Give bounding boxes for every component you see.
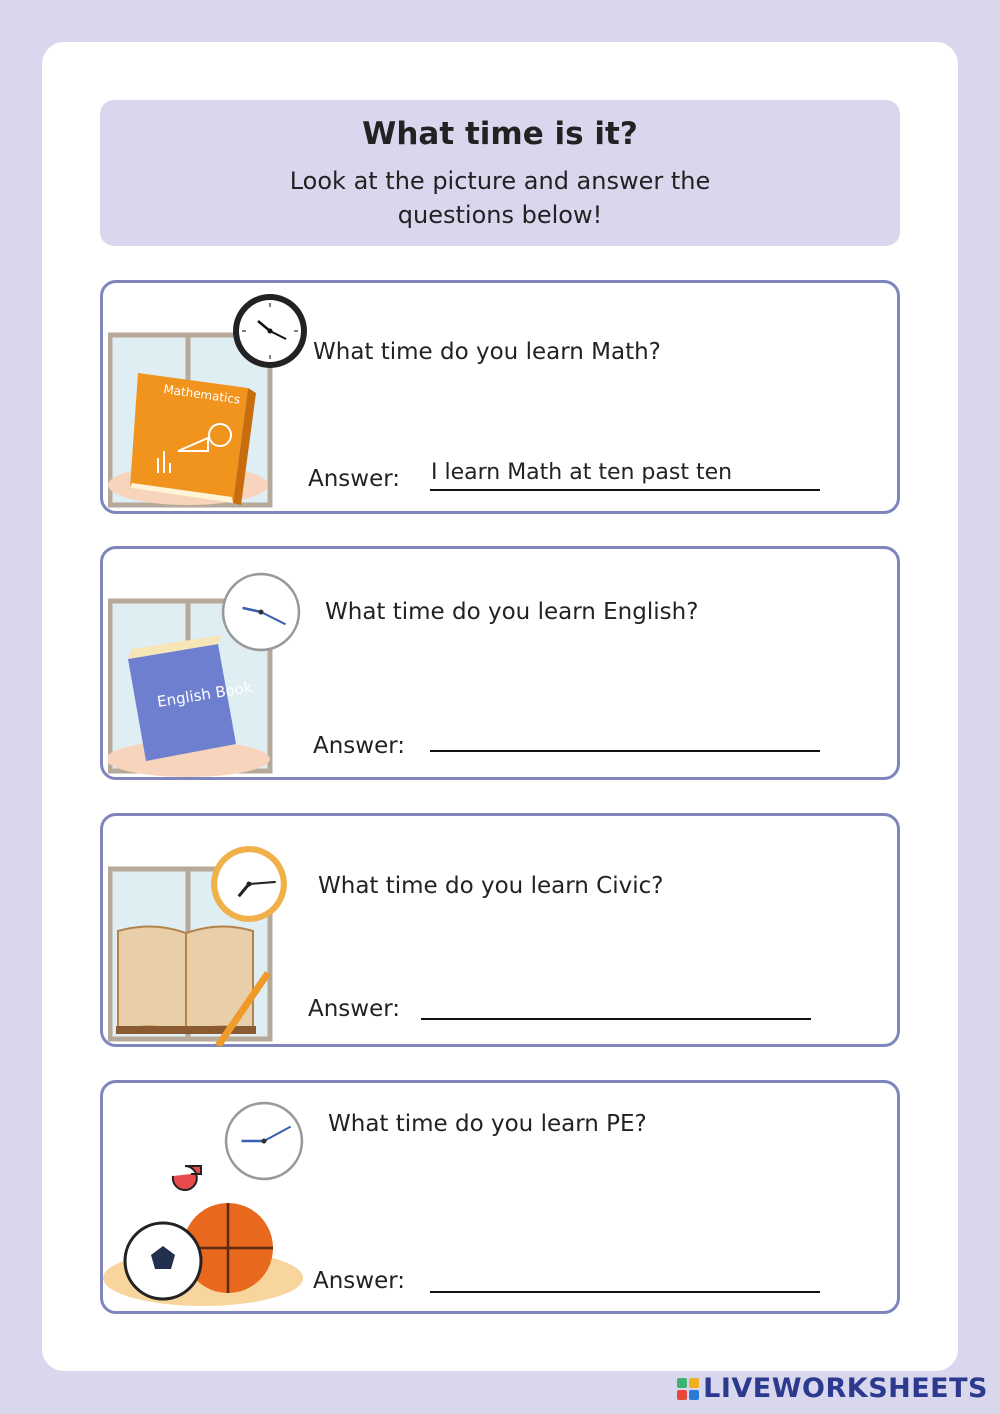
question-card-math (100, 280, 900, 514)
question-text: What time do you learn PE? (328, 1111, 647, 1137)
question-card-civic (100, 813, 900, 1047)
question-card-english (100, 546, 900, 780)
header-panel (100, 100, 900, 246)
clock-icon (208, 843, 290, 925)
english-book-title: English Book (155, 678, 254, 711)
page-instructions: Look at the picture and answer the questions below! (289, 167, 711, 229)
clock-icon (220, 571, 302, 653)
liveworksheets-logo[interactable] (677, 1373, 988, 1404)
answer-input[interactable] (431, 718, 819, 748)
clock-icon (223, 1100, 305, 1182)
question-card-pe (100, 1080, 900, 1314)
clock-icon (230, 291, 310, 371)
answer-input[interactable] (422, 986, 810, 1016)
answer-label: Answer: (313, 733, 406, 759)
logo-mark-icon (677, 1378, 699, 1400)
question-text: What time do you learn English? (325, 599, 699, 625)
brand-name: LIVEWORKSHEETS (703, 1373, 988, 1404)
page-title: What time is it? (362, 116, 638, 152)
question-text: What time do you learn Math? (313, 339, 661, 365)
answer-label: Answer: (308, 466, 401, 492)
answer-label: Answer: (313, 1268, 406, 1294)
answer-input[interactable] (431, 1259, 819, 1289)
math-book-title: Mathematics (162, 382, 242, 407)
answer-input[interactable] (431, 457, 819, 487)
answer-label: Answer: (308, 996, 401, 1022)
question-text: What time do you learn Civic? (318, 873, 664, 899)
